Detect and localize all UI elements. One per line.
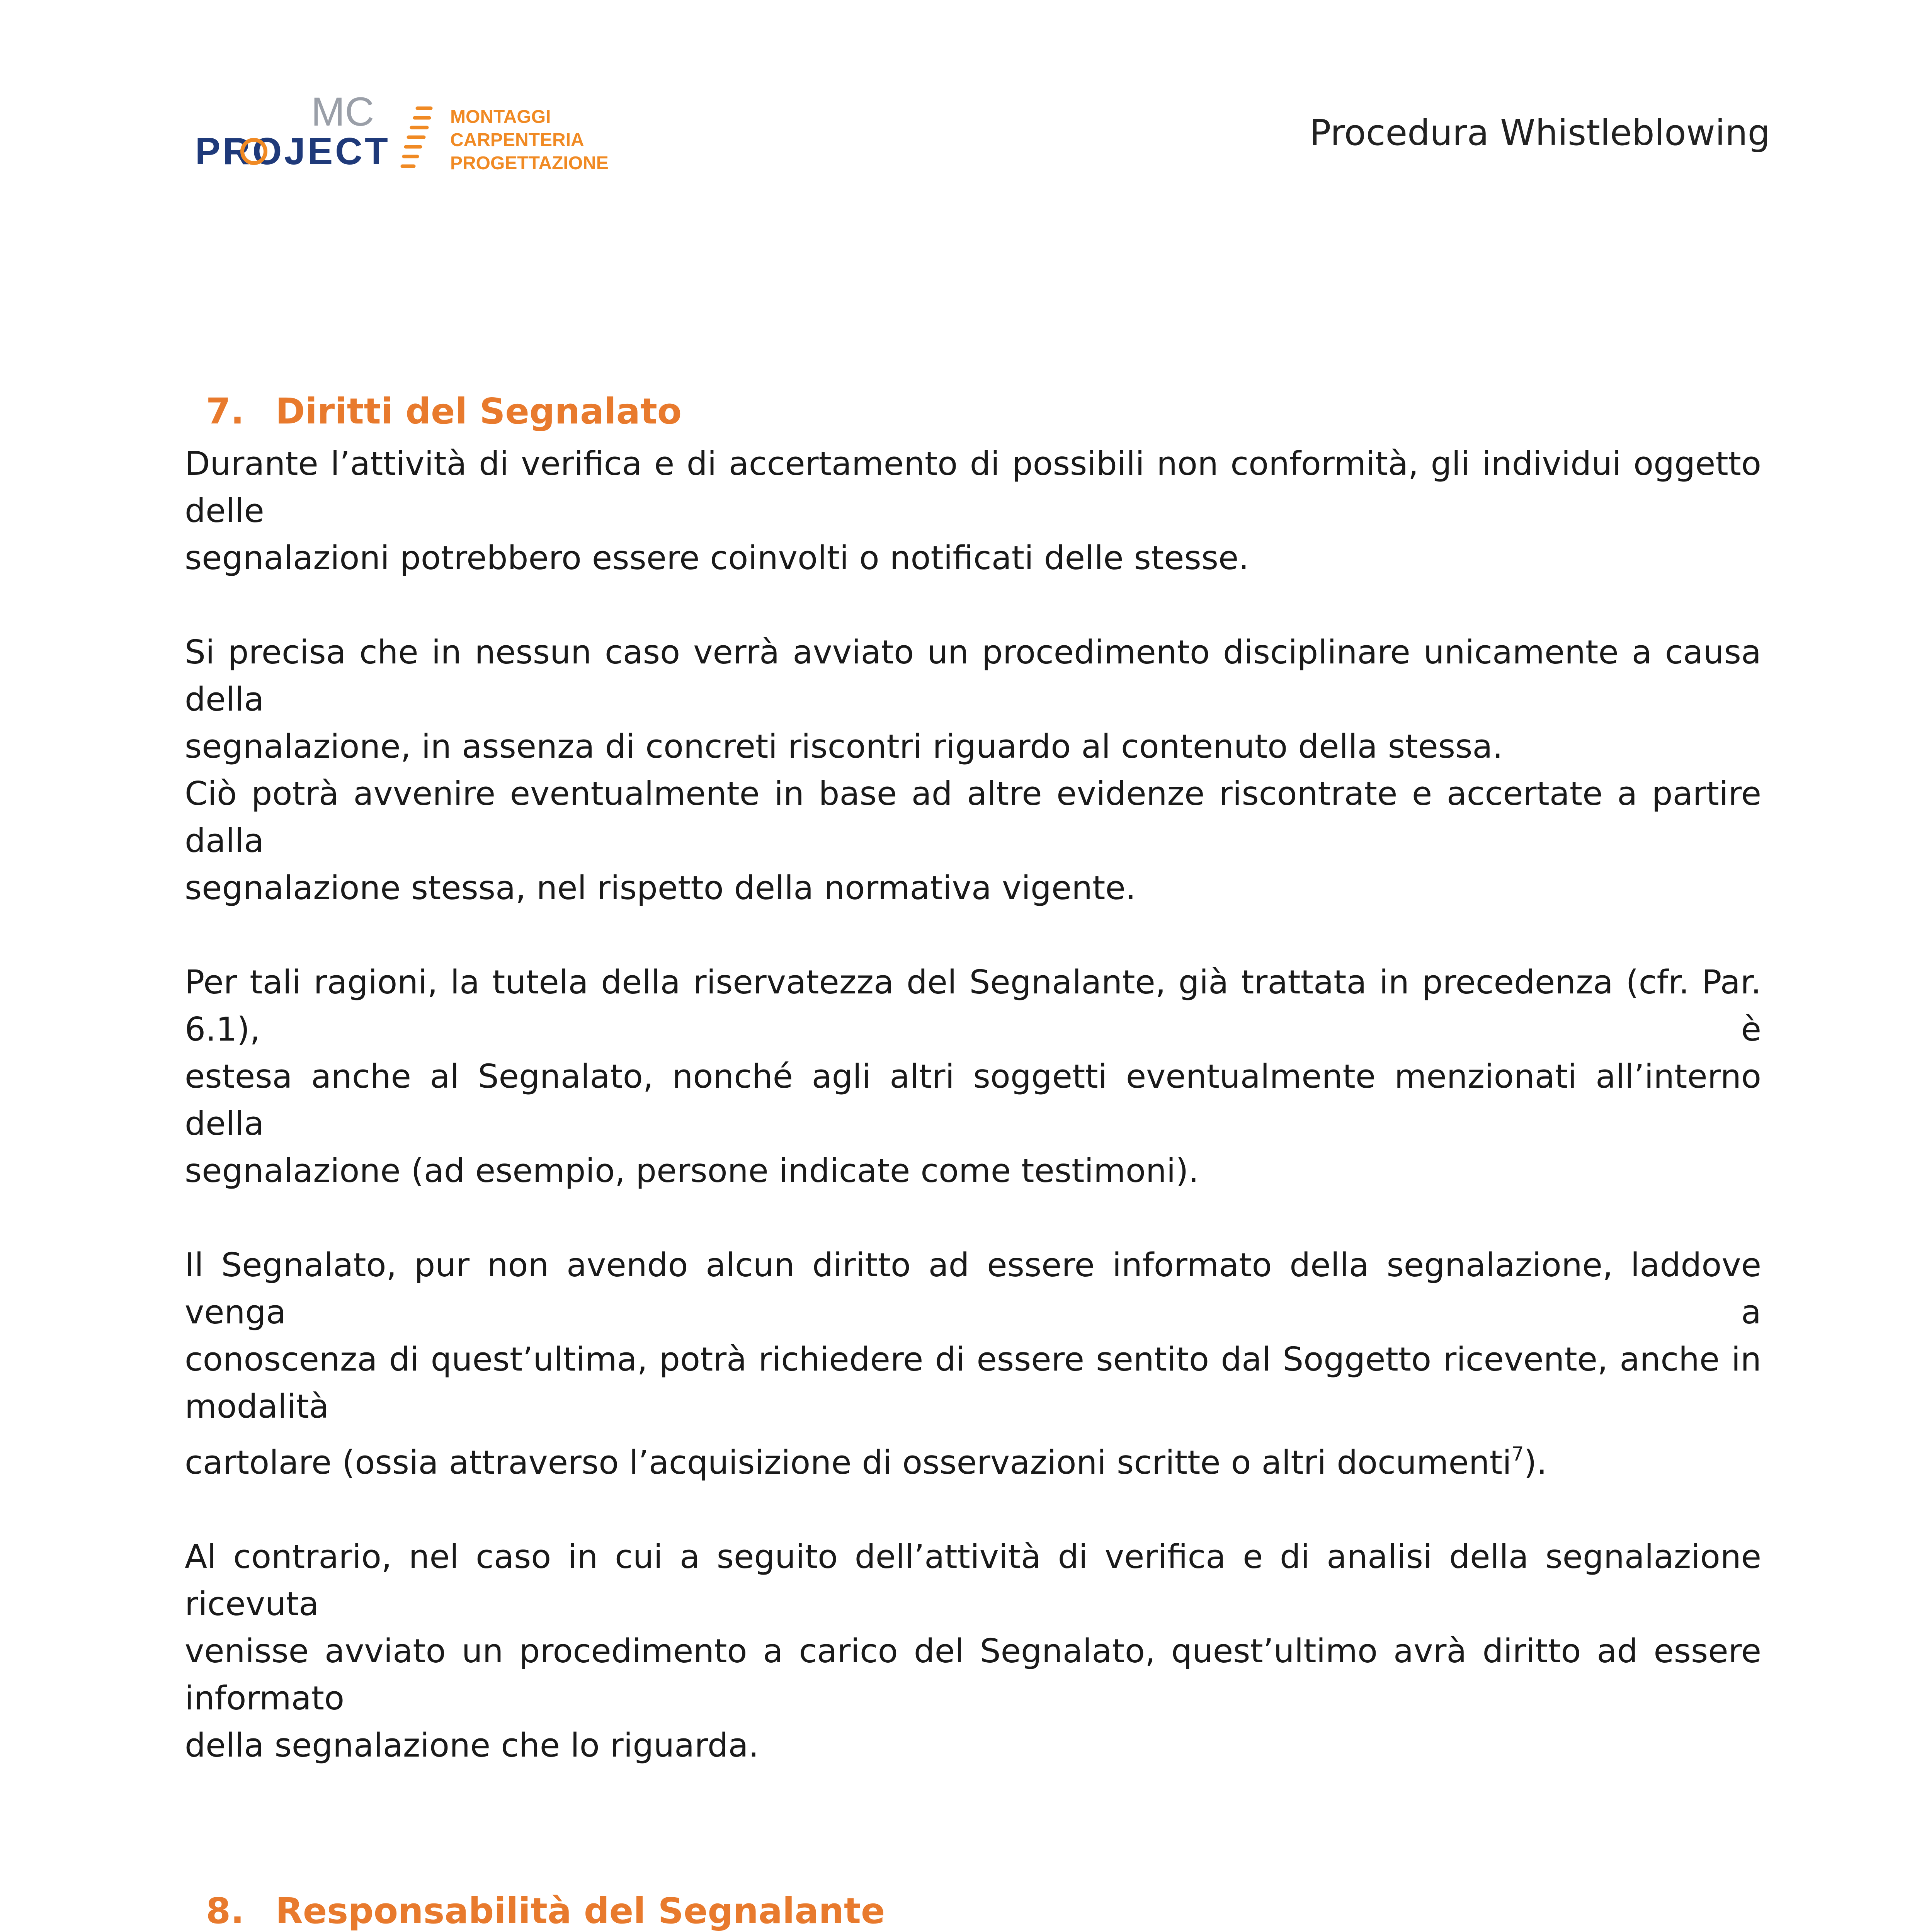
document-title: Procedura Whistleblowing	[1309, 112, 1770, 153]
section-spacer	[185, 1816, 1761, 1882]
text-line: segnalazione stessa, nel rispetto della normativa vigente.	[185, 869, 1136, 907]
spine-icon	[402, 108, 431, 166]
text-line: Il Segnalato, pur non avendo alcun diritto ad essere informato della segnalazione, laddove venga a	[185, 1246, 1761, 1332]
paragraph	[185, 770, 1761, 912]
section-number: 7.	[206, 391, 244, 432]
text-fragment: cartolare (ossia attraverso l’acquisizione di osservazioni scritte o altri documenti	[185, 1444, 1512, 1482]
paragraph	[185, 1534, 1761, 1769]
text-line: Si precisa che in nessun caso verrà avviato un procedimento disciplinare unicamente a causa della	[185, 633, 1761, 719]
text-line	[185, 1430, 1761, 1486]
text-fragment: ).	[1524, 1444, 1547, 1482]
paragraph	[185, 440, 1761, 582]
logo-tagline-1: MONTAGGI	[450, 107, 551, 127]
text-line: conoscenza di quest’ultima, potrà richiedere di essere sentito dal Soggetto ricevente, anche in modalità	[185, 1340, 1761, 1426]
text-line: della segnalazione che lo riguarda.	[185, 1726, 759, 1765]
section-title: Responsabilità del Segnalante	[276, 1890, 885, 1932]
text-line: estesa anche al Segnalato, nonché agli altri soggetti eventualmente menzionati all’interno della	[185, 1058, 1761, 1143]
text-line: Al contrario, nel caso in cui a seguito dell’attività di verifica e di analisi della segnalazione ricevuta	[185, 1538, 1761, 1623]
logo-tagline-2: CARPENTERIA	[450, 130, 584, 150]
text-line: Per tali ragioni, la tutela della riservatezza del Segnalante, già trattata in precedenza (cfr. Par. 6.1), è	[185, 963, 1761, 1049]
section-title: Diritti del Segnalato	[276, 391, 682, 432]
section-number: 8.	[206, 1890, 244, 1932]
paragraph	[185, 629, 1761, 770]
main-content	[185, 383, 1761, 1932]
text-line: segnalazioni potrebbero essere coinvolti o notificati delle stesse.	[185, 539, 1249, 577]
footnote-reference[interactable]: 7	[1511, 1443, 1524, 1465]
text-line: venisse avviato un procedimento a carico del Segnalato, quest’ultimo avrà diritto ad essere informato	[185, 1632, 1761, 1718]
text-line: segnalazione, in assenza di concreti riscontri riguardo al contenuto della stessa.	[185, 728, 1503, 766]
text-line: segnalazione (ad esempio, persone indicate come testimoni).	[185, 1152, 1199, 1190]
logo-mark-top: MC	[311, 93, 374, 134]
mc-project-logo	[195, 93, 643, 182]
logo-mark-bottom: PROJECT	[195, 130, 390, 172]
text-line: Durante l’attività di verifica e di accertamento di possibili non conformità, gli individui oggetto delle	[185, 445, 1761, 530]
logo-tagline-3: PROGETTAZIONE	[450, 153, 609, 173]
paragraph	[185, 1242, 1761, 1486]
text-line: Ciò potrà avvenire eventualmente in base ad altre evidenze riscontrate e accertate a partire dalla	[185, 775, 1761, 860]
section-7-heading	[185, 383, 1761, 440]
section-8-heading	[185, 1882, 1761, 1932]
company-logo	[195, 93, 643, 182]
paragraph	[185, 959, 1761, 1195]
